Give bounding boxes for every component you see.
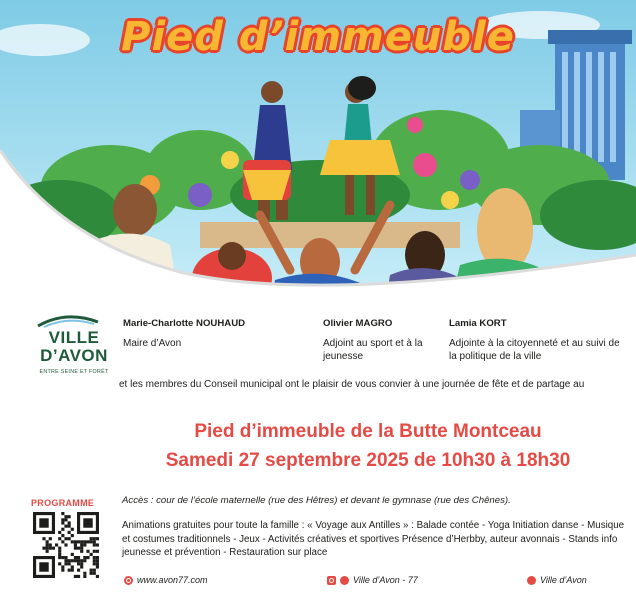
invitation-text: et les membres du Conseil municipal ont le plaisir de vous convier à une journée de fête et de partage au [119, 379, 585, 390]
facebook-icon [340, 576, 349, 585]
app-icon [527, 576, 536, 585]
qr-code-icon[interactable] [33, 512, 99, 578]
official-role: Maire d’Avon [123, 338, 182, 349]
official-mayor [123, 317, 303, 350]
instagram-icon [327, 576, 336, 585]
social-handle[interactable]: Ville d’Avon - 77 [353, 575, 418, 585]
programme-label: PROGRAMME [31, 498, 95, 508]
footer-website[interactable] [124, 575, 208, 585]
official-citizenship [449, 317, 629, 363]
globe-icon [124, 576, 133, 585]
logo-line2: D’AVON [40, 346, 108, 365]
footer-city[interactable] [527, 575, 587, 585]
official-role: Adjoint au sport et à la jeunesse [323, 338, 423, 362]
animations-list: Animations gratuites pour toute la famille : « Voyage aux Antilles » : Balade contée - Yoga Initiation danse - Musique et costumes traditionnels - Jeux - Activités créatives et sportives Présence d’Herbby, auteur avonnais - Stands info jeunesse et prévention - Restauration sur place [122, 520, 625, 558]
official-role: Adjointe à la citoyenneté et au suivi de la politique de la ville [449, 338, 620, 362]
ville-davon-logo [34, 314, 114, 384]
event-date: Samedi 27 septembre 2025 de 10h30 à 18h30 [165, 450, 571, 471]
hero-title: Pied d’immeuble [121, 14, 515, 60]
footer [0, 572, 636, 590]
logo-line1: VILLE [48, 328, 100, 347]
footer-social[interactable] [327, 575, 418, 585]
logo-swoosh-icon [36, 314, 100, 328]
official-sport [323, 317, 433, 363]
website-link[interactable]: www.avon77.com [137, 575, 208, 585]
access-info: Accès : cour de l’école maternelle (rue des Hêtres) et devant le gymnase (rue des Chênes). [122, 495, 511, 506]
official-name: Marie-Charlotte NOUHAUD [123, 318, 246, 329]
logo-tagline: ENTRE SEINE ET FORÊT [39, 369, 109, 375]
city-label[interactable]: Ville d’Avon [540, 575, 587, 585]
event-title: Pied d’immeuble de la Butte Montceau [194, 421, 542, 442]
official-name: Olivier MAGRO [323, 318, 393, 329]
official-name: Lamia KORT [449, 318, 507, 329]
